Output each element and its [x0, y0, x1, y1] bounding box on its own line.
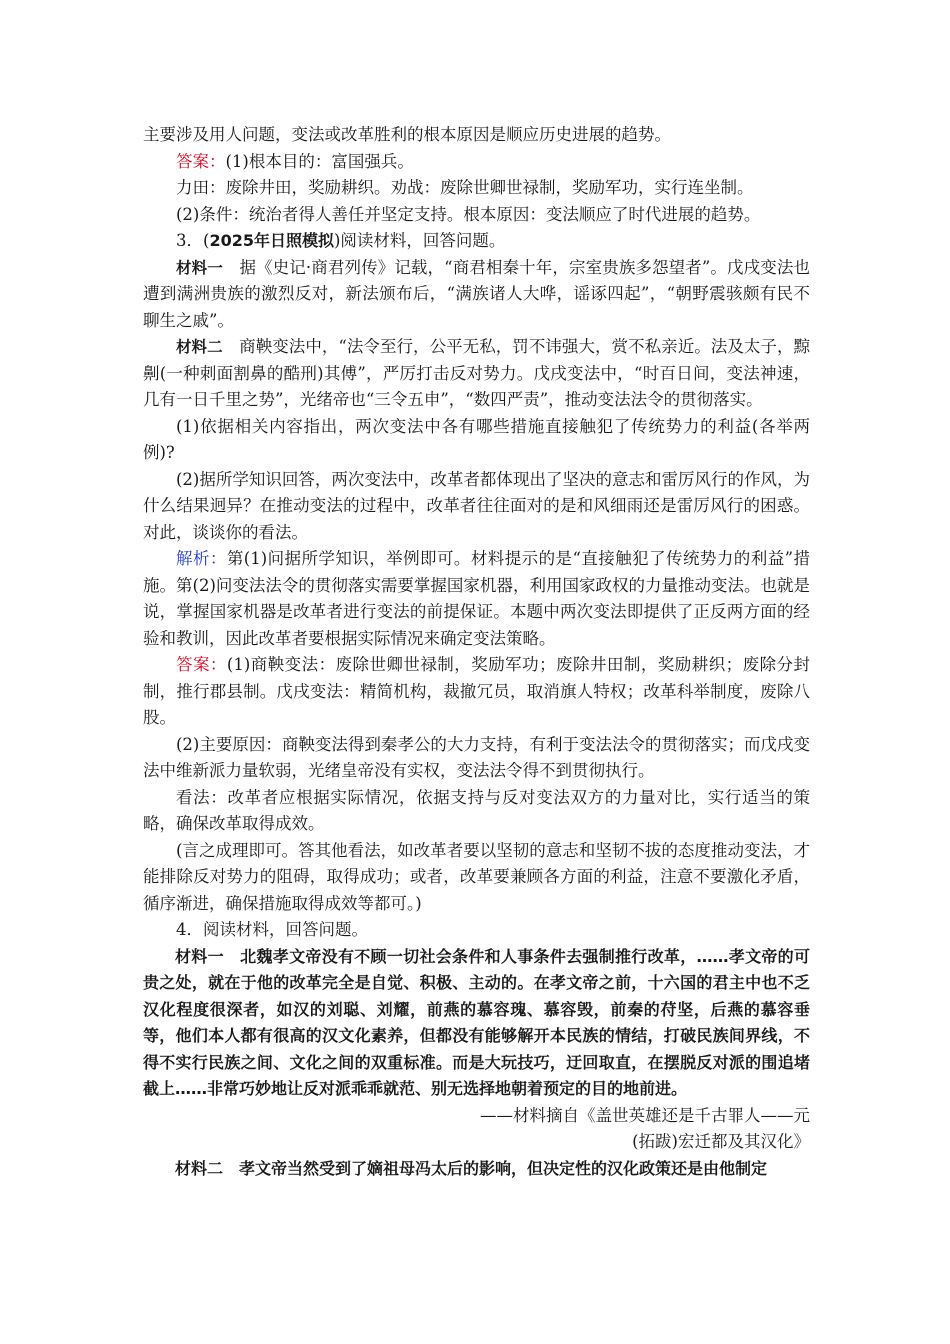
answer-text: (2)条件：统治者得人善任并坚定支持。根本原因：变法顺应了时代进展的趋势。 — [176, 204, 761, 224]
analysis — [143, 546, 810, 652]
answer-3-para-2 — [143, 732, 810, 785]
answer-3-para-4 — [143, 838, 810, 918]
source-citation-line-2 — [143, 1129, 810, 1156]
answer-1-para-2 — [143, 175, 810, 202]
answer-3-para-3 — [143, 785, 810, 838]
citation-text: ——材料摘自《盖世英雄还是千古罪人——元 — [480, 1105, 810, 1125]
question-text: )阅读材料，回答问题。 — [333, 231, 506, 250]
material-label: 材料一 — [175, 946, 224, 966]
answer-label: 答案： — [176, 151, 226, 171]
answer-3 — [143, 652, 810, 732]
answer-1 — [143, 149, 810, 176]
question-text: (1)依据相关内容指出，两次变法中各有哪些措施直接触犯了传统势力的利益(各举两例)? — [143, 416, 810, 462]
question-text: 4．阅读材料，回答问题。 — [176, 920, 368, 939]
question-4 — [143, 917, 810, 944]
text-line: 主要涉及用人问题，变法或改革胜利的根本原因是顺应历史进展的趋势。 — [143, 125, 671, 144]
question-source: 2025年日照模拟 — [209, 231, 334, 250]
material-text: 孝文帝当然受到了嫡祖母冯太后的影响，但决定性的汉化政策还是由他制定 — [239, 1158, 768, 1178]
answer-text: (1)商鞅变法：废除世卿世禄制，奖励军功；废除井田制，奖励耕织；废除分封制，推行郡县制。戊戌变法：精简机构，裁撤冗员，取消旗人特权；改革科举制度，废除八股。 — [143, 655, 811, 727]
answer-1-para-3 — [143, 202, 810, 229]
material-text: 据《史记·商君列传》记载，“商君相秦十年，宗室贵族多怨望者”。戊戌变法也遭到满洲贵族的激烈反对，新法颁布后，“满族诸人大哗，谣诼四起”，“朝野震骇颇有民不聊生之戚”。 — [143, 257, 810, 330]
material-text: 商鞅变法中，“法令至行，公平无私，罚不讳强大，赏不私亲近。法及太子，黥劓(一种刺面割鼻的酷刑)其傅”，严厉打击反对势力。戊戌变法中，“时百日间，变法神速，几有一日千里之势”，光绪帝也“三令五申”，“数四严责”，推动变法法令的贯彻落实。 — [143, 337, 810, 409]
question-3-part-2 — [143, 467, 810, 547]
material-text: 北魏孝文帝没有不顾一切社会条件和人事条件去强制推行改革，……孝文帝的可贵之处，就在于他的改革完全是自觉、积极、主动的。在孝文帝之前，十六国的君主中也不乏汉化程度很深者，如汉的刘聪、刘耀，前燕的慕容瑰、慕容毁，前秦的苻坚，后燕的慕容垂等，他们本人都有很高的汉文化素养，但都没有能够解开本民族的情结，打破民族间界线，不得不实行民族之间、文化之间的双重标准。而是大玩技巧，迂回取直，在摆脱反对派的围追堵截上……非常巧妙地让反对派乖乖就范、别无选择地朝着预定的目的地前进。 — [143, 946, 810, 1098]
question-3 — [143, 228, 810, 255]
answer-text: 力田：废除井田，奖励耕织。劝战：废除世卿世禄制，奖励军功，实行连坐制。 — [176, 178, 754, 197]
material-1 — [143, 255, 810, 335]
answer-text: 看法：改革者应根据实际情况，依据支持与反对变法双方的力量对比，实行适当的策略，确保改革取得成效。 — [143, 787, 810, 833]
analysis-text: 第(1)问据所学知识，举例即可。材料提示的是“直接触犯了传统势力的利益”措施。第(2)问变法法令的贯彻落实需要掌握国家机器，利用国家政权的力量推动变法。也就是说，掌握国家机器是改革者进行变法的前提保证。本题中两次变法即提供了正反两方面的经验和教训，因此改革者要根据实际情况来确定变法策略。 — [143, 549, 811, 648]
answer-label: 答案： — [176, 655, 227, 674]
analysis-label: 解析： — [176, 549, 227, 568]
answer-text: (言之成理即可。答其他看法，如改革者要以坚韧的意志和坚韧不拔的态度推动变法，才能排除反对势力的阻碍，取得成功；或者，改革要兼顾各方面的利益，注意不要激化矛盾，循序渐进，确保措施取得成效等都可。) — [143, 840, 810, 913]
material-label: 材料二 — [176, 338, 223, 356]
answer-text: (2)主要原因：商鞅变法得到秦孝公的大力支持，有利于变法法令的贯彻落实；而戊戌变法中维新派力量软弱，光绪皇帝没有实权，变法法令得不到贯彻执行。 — [143, 734, 810, 780]
question-text: (2)据所学知识回答，两次变法中，改革者都体现出了坚决的意志和雷厉风行的作风，为什么结果迥异？在推动变法的过程中，改革者往往面对的是和风细雨还是雷厉风行的困惑。对此，谈谈你的看法。 — [143, 469, 810, 542]
source-citation-line-1 — [143, 1103, 810, 1130]
q4-material-2 — [143, 1156, 810, 1183]
answer-text: (1)根本目的：富国强兵。 — [225, 151, 414, 171]
material-label: 材料二 — [175, 1158, 224, 1178]
paragraph-continuation — [143, 122, 810, 149]
material-2 — [143, 334, 810, 414]
question-number: 3．( — [176, 231, 210, 250]
material-label: 材料一 — [176, 258, 223, 277]
q4-material-1 — [143, 944, 810, 1103]
citation-text: (拓跋)宏迁都及其汉化》 — [632, 1132, 810, 1151]
question-3-part-1 — [143, 414, 810, 467]
